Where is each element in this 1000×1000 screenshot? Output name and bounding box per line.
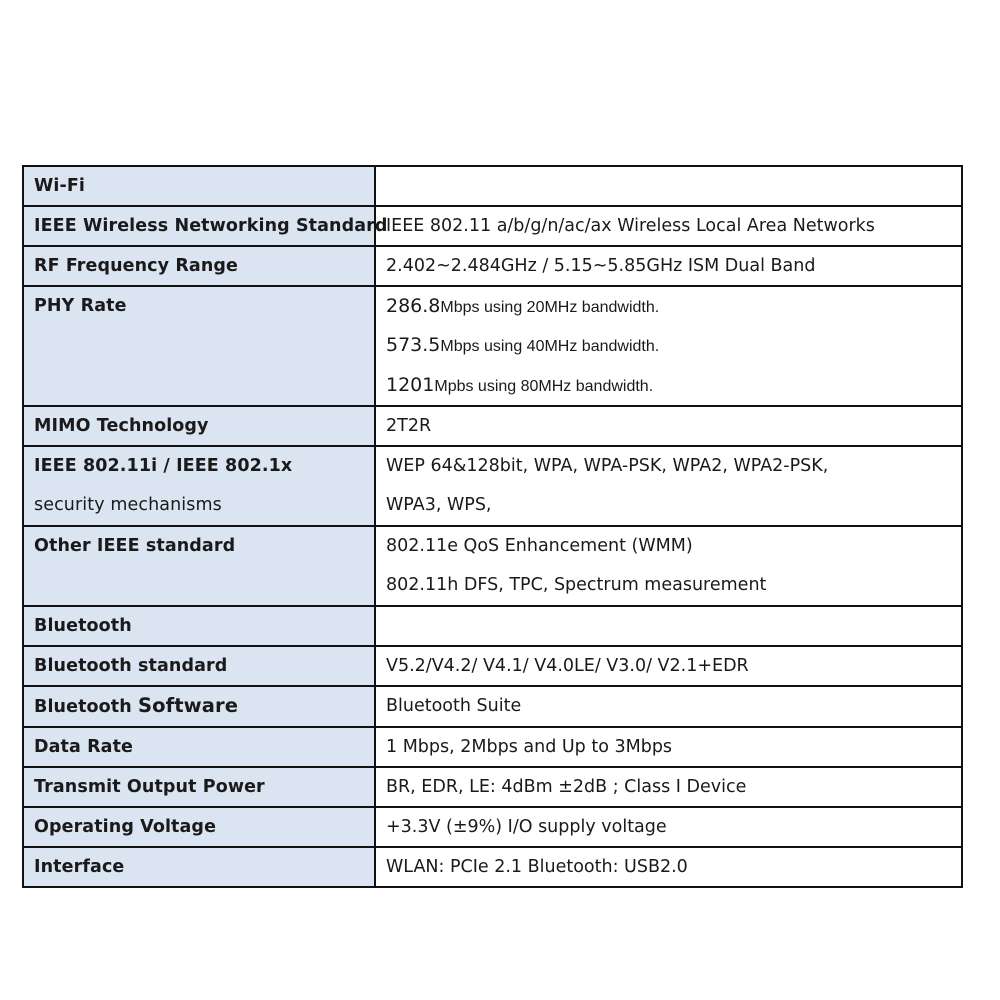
row-label: Data Rate [23,727,375,767]
phy-rate-text: Mbps using 20MHz bandwidth. [440,299,660,316]
row-label-line: IEEE 802.11i / IEEE 802.1x [34,456,293,476]
row-value: IEEE 802.11 a/b/g/n/ac/ax Wireless Local Area Networks [375,206,962,246]
row-label-part: Bluetooth [34,697,138,717]
table-row-bluetooth-section [23,606,962,646]
row-value: BR, EDR, LE: 4dBm ±2dB ; Class I Device [375,767,962,807]
phy-rate-number: 573.5 [386,334,441,356]
row-label [23,686,375,727]
row-value: +3.3V (±9%) I/O supply voltage [375,807,962,847]
row-label: Bluetooth standard [23,646,375,686]
table-row [23,686,962,727]
phy-rate-line [386,325,951,365]
table-row [23,847,962,887]
row-value: V5.2/V4.2/ V4.1/ V4.0LE/ V3.0/ V2.1+EDR [375,646,962,686]
table-row [23,807,962,847]
table-row [23,727,962,767]
row-label [23,446,375,526]
row-value: Bluetooth Suite [375,686,962,727]
section-label-bluetooth: Bluetooth [23,606,375,646]
table-row-security [23,446,962,526]
phy-rate-text: Mbps using 40MHz bandwidth. [440,338,660,355]
row-value-line: 802.11e QoS Enhancement (WMM) [386,536,693,556]
row-value [375,526,962,606]
table-row [23,406,962,446]
row-value [375,286,962,406]
phy-rate-line [386,287,951,325]
table-row-phy-rate [23,286,962,406]
row-label: Transmit Output Power [23,767,375,807]
row-label: IEEE Wireless Networking Standard [23,206,375,246]
row-label-part: Software [138,694,239,717]
section-value-wifi [375,166,962,206]
row-value-line: WEP 64&128bit, WPA, WPA-PSK, WPA2, WPA2-PSK, [386,456,829,476]
row-label: PHY Rate [23,286,375,406]
table-row [23,646,962,686]
row-label: Operating Voltage [23,807,375,847]
row-value-line: 802.11h DFS, TPC, Spectrum measurement [386,575,767,595]
phy-rate-line [386,365,951,405]
table-row [23,526,962,606]
table-row [23,206,962,246]
row-value: 1 Mbps, 2Mbps and Up to 3Mbps [375,727,962,767]
row-value: 2T2R [375,406,962,446]
section-label-wifi: Wi-Fi [23,166,375,206]
row-label: MIMO Technology [23,406,375,446]
row-label: Interface [23,847,375,887]
phy-rate-number: 1201 [386,374,435,396]
row-value-line: WPA3, WPS, [386,495,492,515]
section-value-bluetooth [375,606,962,646]
row-label-line: security mechanisms [34,495,222,515]
spec-table [22,165,963,888]
row-value [375,446,962,526]
table-row [23,246,962,286]
table-row [23,767,962,807]
table-row-wifi-section [23,166,962,206]
row-value: 2.402~2.484GHz / 5.15~5.85GHz ISM Dual Band [375,246,962,286]
row-label: Other IEEE standard [23,526,375,606]
phy-rate-number: 286.8 [386,295,441,317]
phy-rate-text: Mpbs using 80MHz bandwidth. [434,378,654,395]
row-value: WLAN: PCIe 2.1 Bluetooth: USB2.0 [375,847,962,887]
row-label: RF Frequency Range [23,246,375,286]
